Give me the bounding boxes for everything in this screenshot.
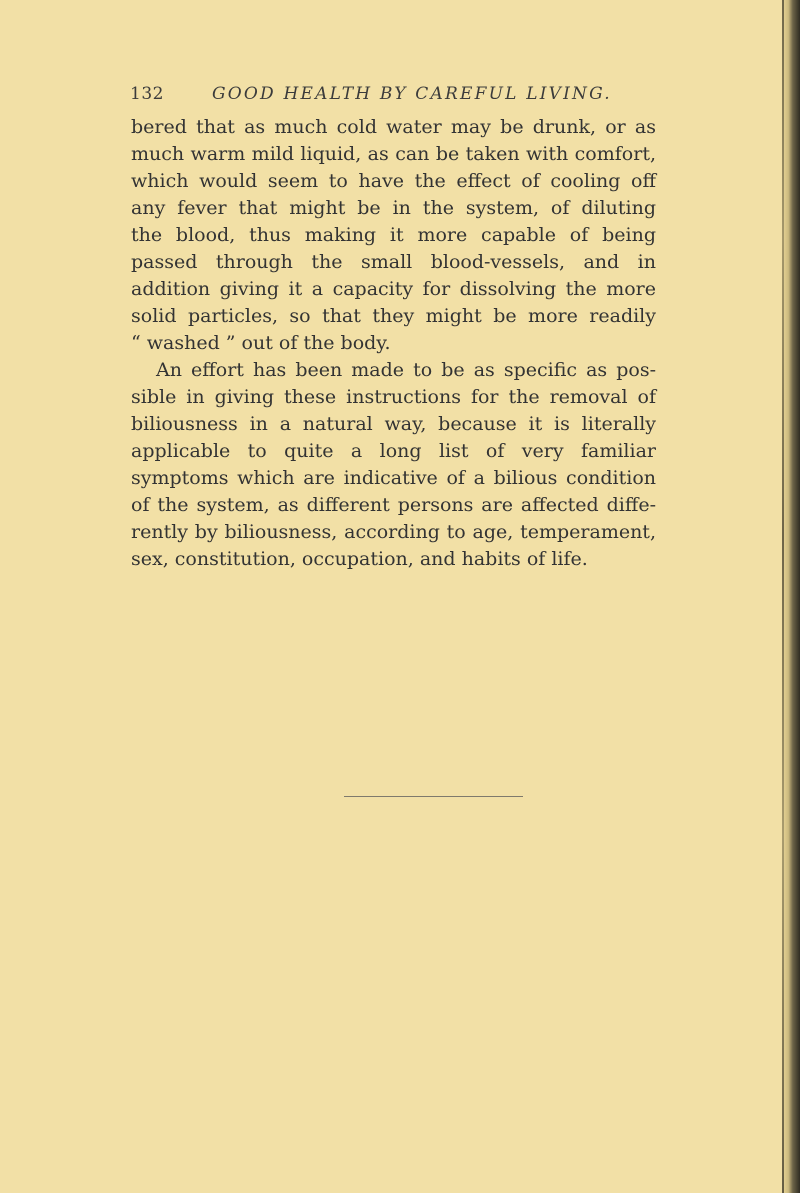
running-title: GOOD HEALTH BY CAREFUL LIVING. xyxy=(212,84,612,104)
text-line: applicable to quite a long list of very familiar xyxy=(131,440,656,462)
text-line: any fever that might be in the system, of diluting xyxy=(131,197,656,219)
body-text xyxy=(131,114,656,573)
text-line: sible in giving these instructions for the removal of xyxy=(131,386,656,408)
text-line: addition giving it a capacity for dissolving the more xyxy=(131,278,656,300)
text-line-last: “ washed ” out of the body. xyxy=(131,332,391,354)
text-line: symptoms which are indicative of a bilious condition xyxy=(131,467,656,489)
text-line: rently by biliousness, according to age, temperament, xyxy=(131,521,656,543)
page-edge-line xyxy=(782,0,784,1193)
text-line: of the system, as different persons are affected diffe- xyxy=(131,494,656,516)
paragraph-1 xyxy=(131,114,656,357)
section-divider xyxy=(344,796,523,797)
text-line: much warm mild liquid, as can be taken with comfort, xyxy=(131,143,656,165)
text-line: solid particles, so that they might be more readily xyxy=(131,305,656,327)
text-line: bered that as much cold water may be drunk, or as xyxy=(131,116,656,138)
running-header xyxy=(130,84,690,108)
paragraph-2 xyxy=(131,357,656,573)
text-line: which would seem to have the effect of cooling off xyxy=(131,170,656,192)
text-line: passed through the small blood-vessels, and in xyxy=(131,251,656,273)
page-edge-shadow xyxy=(782,0,800,1193)
page-number: 132 xyxy=(130,84,164,104)
text-line-first: An effort has been made to be as specific as pos- xyxy=(156,359,656,381)
text-line: biliousness in a natural way, because it is literally xyxy=(131,413,656,435)
text-line: the blood, thus making it more capable of being xyxy=(131,224,656,246)
text-line-last: sex, constitution, occupation, and habits of life. xyxy=(131,548,588,570)
